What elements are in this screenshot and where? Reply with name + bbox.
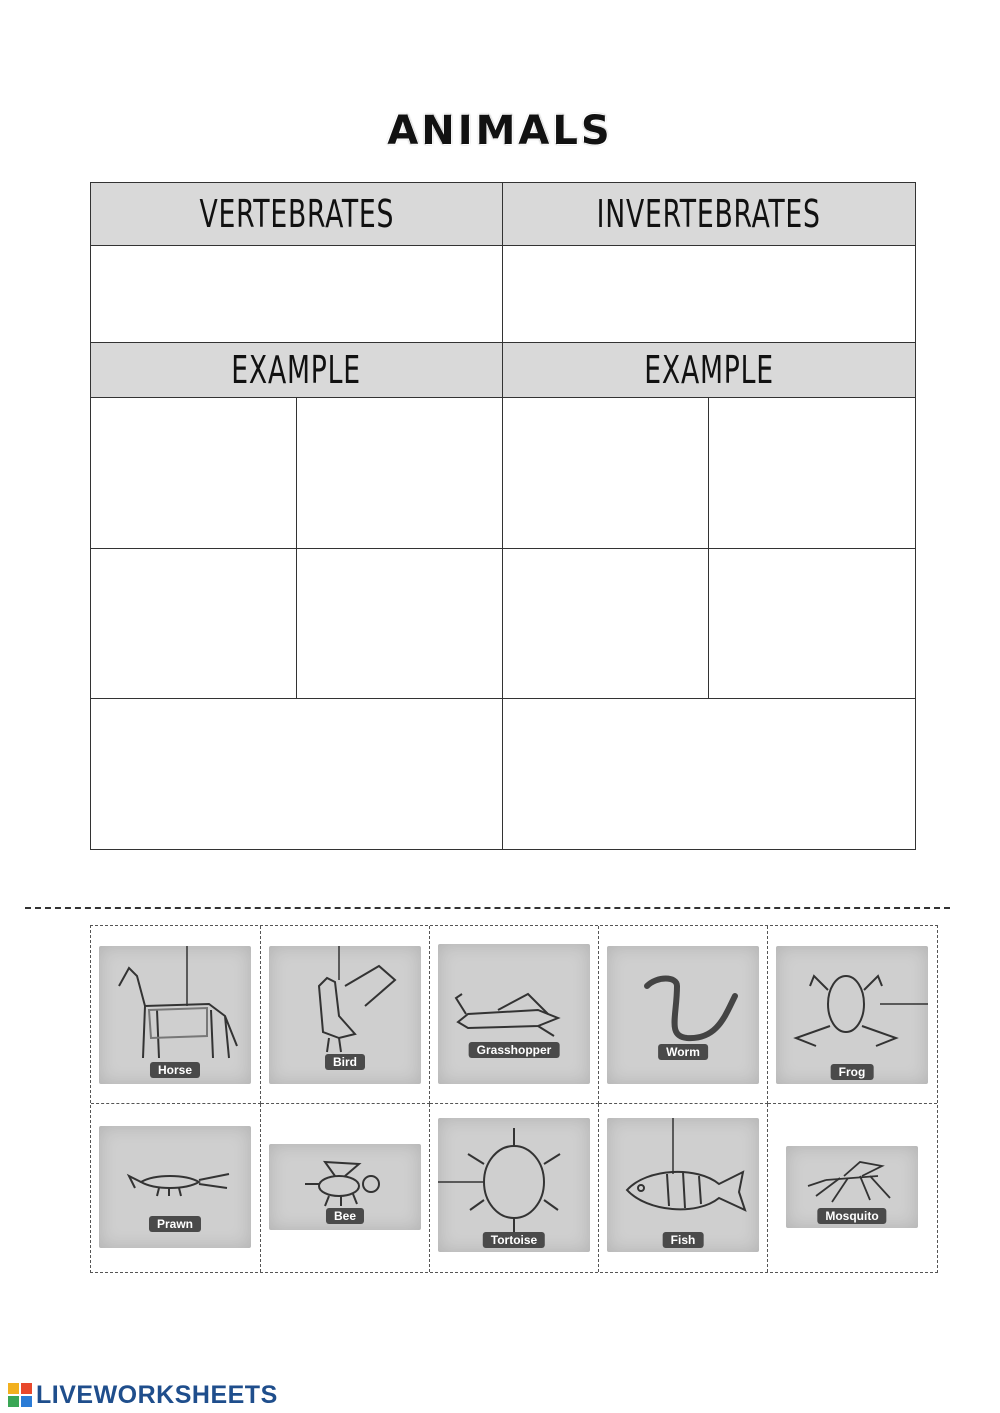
classification-table <box>90 182 916 850</box>
frog-icon <box>776 946 928 1084</box>
fish-label: Fish <box>663 1232 704 1248</box>
worm-label: Worm <box>658 1044 708 1060</box>
vertebrate-slot-5[interactable] <box>91 699 503 849</box>
card-worm[interactable] <box>599 926 768 1104</box>
card-fish[interactable] <box>599 1104 768 1272</box>
card-bee[interactable] <box>261 1104 430 1272</box>
vertebrate-slot-4[interactable] <box>297 549 503 699</box>
frog-label: Frog <box>831 1064 874 1080</box>
prawn-label: Prawn <box>149 1216 201 1232</box>
fish-icon <box>607 1118 759 1252</box>
vertebrates-header <box>91 183 503 246</box>
vertebrates-header-text: VERTEBRATES <box>199 192 394 236</box>
card-mosquito[interactable] <box>768 1104 937 1272</box>
grasshopper-label: Grasshopper <box>469 1042 560 1058</box>
invertebrate-slot-2[interactable] <box>709 398 915 549</box>
cut-line-divider <box>25 907 950 909</box>
prawn-icon <box>99 1126 251 1248</box>
page-title: ANIMALS <box>387 108 613 154</box>
card-grasshopper[interactable] <box>430 926 599 1104</box>
invertebrates-example-header <box>503 343 915 398</box>
card-tortoise[interactable] <box>430 1104 599 1272</box>
grasshopper-icon <box>438 944 590 1084</box>
tortoise-icon <box>438 1118 590 1252</box>
card-horse[interactable] <box>91 926 261 1104</box>
liveworksheets-logo-icon <box>8 1383 32 1407</box>
liveworksheets-logo[interactable] <box>8 1380 278 1410</box>
horse-label: Horse <box>150 1062 200 1078</box>
vertebrate-slot-3[interactable] <box>91 549 297 699</box>
invertebrate-slot-1[interactable] <box>503 398 709 549</box>
invertebrates-header <box>503 183 915 246</box>
invertebrates-definition-box[interactable] <box>503 246 915 343</box>
horse-icon <box>99 946 251 1084</box>
bird-icon <box>269 946 421 1084</box>
vertebrate-slot-2[interactable] <box>297 398 503 549</box>
animal-cards-grid <box>90 925 938 1273</box>
vertebrates-example-header <box>91 343 503 398</box>
invertebrate-slot-4[interactable] <box>709 549 915 699</box>
invertebrate-slot-3[interactable] <box>503 549 709 699</box>
worm-icon <box>607 946 759 1084</box>
tortoise-label: Tortoise <box>483 1232 545 1248</box>
card-bird[interactable] <box>261 926 430 1104</box>
bee-label: Bee <box>326 1208 364 1224</box>
invertebrates-header-text: INVERTEBRATES <box>596 192 822 236</box>
invertebrate-slot-5[interactable] <box>503 699 915 849</box>
brand-name: LIVEWORKSHEETS <box>36 1380 278 1409</box>
vertebrate-slot-1[interactable] <box>91 398 297 549</box>
vertebrates-example-text: EXAMPLE <box>231 348 362 392</box>
mosquito-label: Mosquito <box>817 1208 886 1224</box>
bee-icon <box>269 1144 421 1230</box>
card-frog[interactable] <box>768 926 937 1104</box>
mosquito-icon <box>786 1146 918 1228</box>
invertebrates-example-text: EXAMPLE <box>644 348 774 392</box>
card-prawn[interactable] <box>91 1104 261 1272</box>
bird-label: Bird <box>325 1054 365 1070</box>
vertebrates-definition-box[interactable] <box>91 246 503 343</box>
